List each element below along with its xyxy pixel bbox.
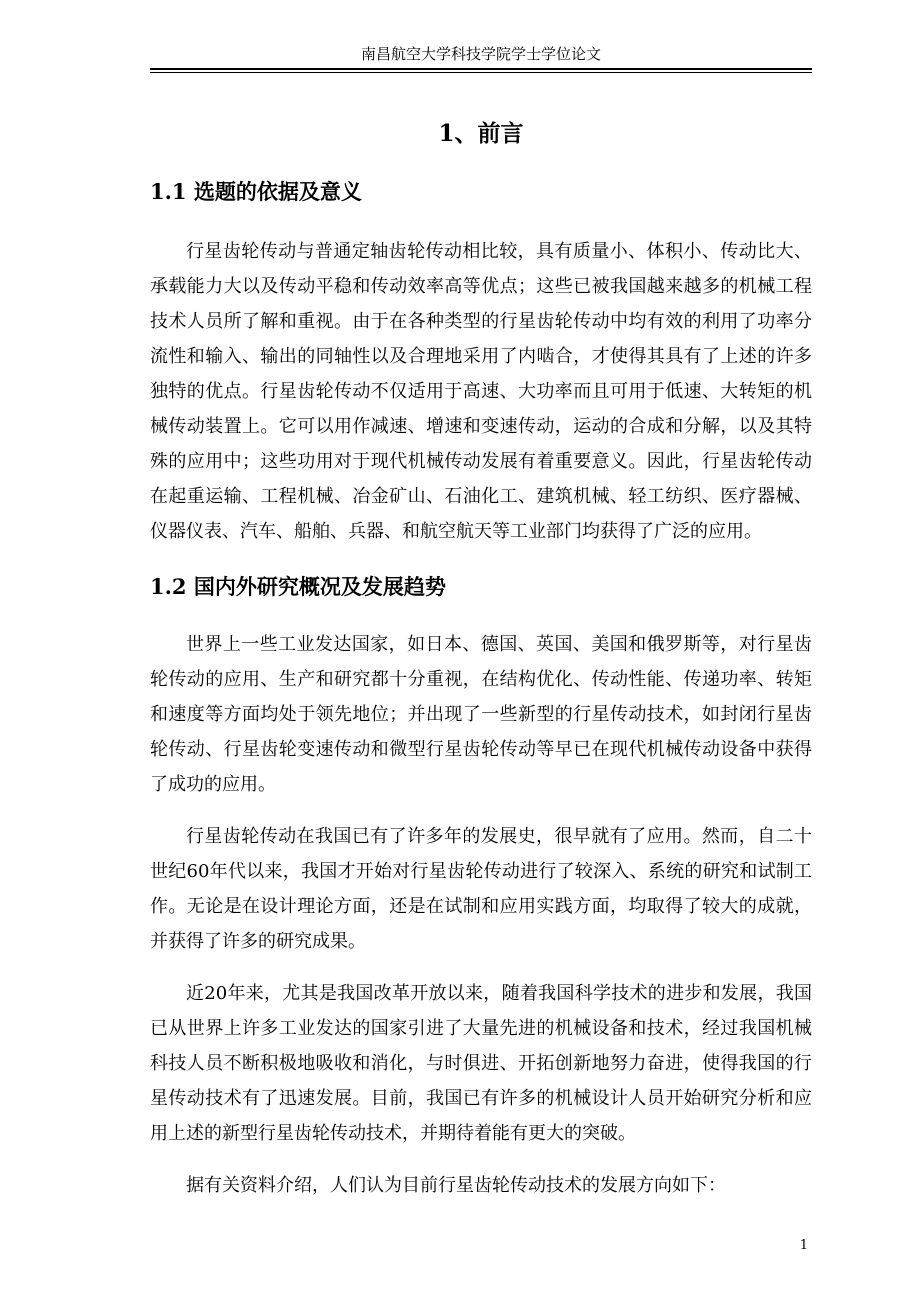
paragraph: 近20年来，尤其是我国改革开放以来，随着我国科学技术的进步和发展，我国已从世界上许多工业发达的国家引进了大量先进的机械设备和技术，经过我国机械科技人员不断积极地吸收和消化，与时俱进、开拓创新地努力奋进，使得我国的行星传动技术有了迅速发展。目前，我国已有许多的机械设计人员开始研究分析和应用上述的新型行星齿轮传动技术，并期待着能有更大的突破。 [150,983,812,1144]
page-header: 南昌航空大学科技学院学士学位论文 [360,45,601,63]
header-rule-thin [150,72,812,73]
document-body [150,112,812,1203]
page-number: 1 [799,1238,808,1253]
paragraph: 据有关资料介绍，人们认为目前行星齿轮传动技术的发展方向如下： [186,1175,726,1196]
section-title: 1.1 选题的依据及意义 [150,179,362,204]
paragraph: 行星齿轮传动与普通定轴齿轮传动相比较，具有质量小、体积小、传动比大、承载能力大以及传动平稳和传动效率高等优点；这些已被我国越来越多的机械工程技术人员所了解和重视。由于在各种类型的行星齿轮传动中均有效的利用了功率分流性和输入、输出的同轴性以及合理地采用了内啮合，才使得其具有了上述的许多独特的优点。行星齿轮传动不仅适用于高速、大功率而且可用于低速、大转矩的机械传动装置上。它可以用作减速、增速和变速传动，运动的合成和分解，以及其特殊的应用中；这些功用对于现代机械传动发展有着重要意义。因此，行星齿轮传动在起重运输、工程机械、冶金矿山、石油化工、建筑机械、轻工纺织、医疗器械、仪器仪表、汽车、船舶、兵器、和航空航天等工业部门均获得了广泛的应用。 [150,241,812,542]
header-rule [150,68,812,70]
chapter-title: 1、前言 [438,120,524,147]
paragraph: 行星齿轮传动在我国已有了许多年的发展史，很早就有了应用。然而，自二十世纪60年代以来，我国才开始对行星齿轮传动进行了较深入、系统的研究和试制工作。无论是在设计理论方面，还是在试制和应用实践方面，均取得了较大的成就，并获得了许多的研究成果。 [150,826,812,952]
section-title: 1.2 国内外研究概况及发展趋势 [150,574,446,599]
paragraph: 世界上一些工业发达国家，如日本、德国、英国、美国和俄罗斯等，对行星齿轮传动的应用、生产和研究都十分重视，在结构优化、传动性能、传递功率、转矩和速度等方面均处于领先地位；并出现了一些新型的行星传动技术，如封闭行星齿轮传动、行星齿轮变速传动和微型行星齿轮传动等早已在现代机械传动设备中获得了成功的应用。 [150,634,812,795]
